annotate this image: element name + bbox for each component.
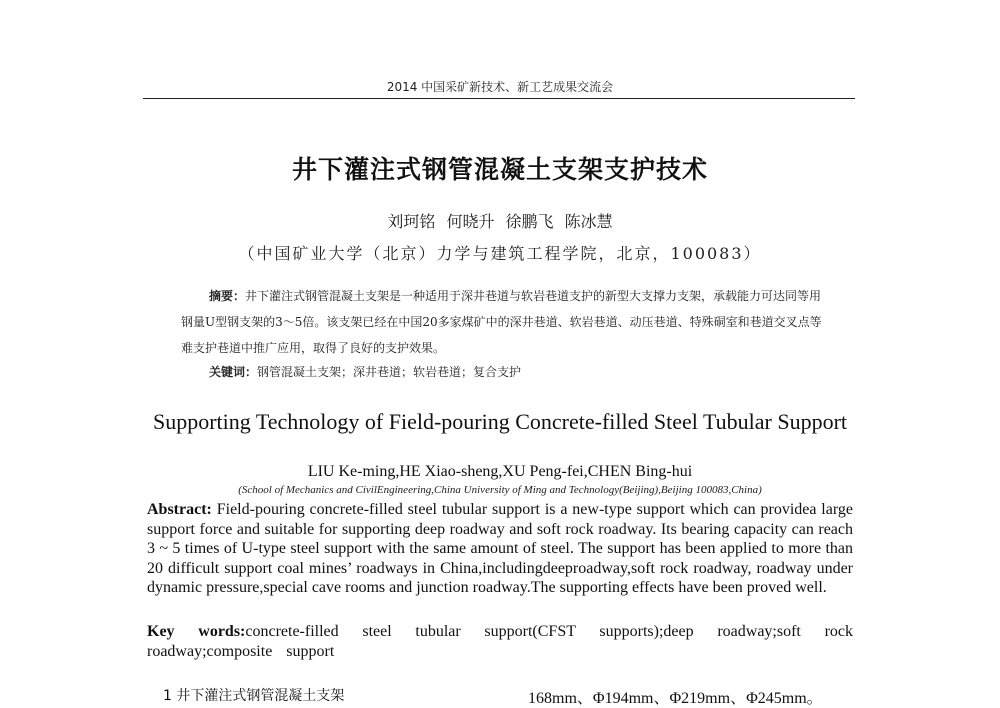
section-heading: 1 井下灌注式钢管混凝土支架 — [163, 688, 345, 704]
english-authors: LIU Ke-ming,HE Xiao-sheng,XU Peng-fei,CHEN Bing-hui — [307, 463, 693, 480]
english-abstract — [147, 500, 853, 598]
chinese-abstract-text: 井下灌注式钢管混凝土支架是一种适用于深井巷道与软岩巷道支护的新型大支撑力支架，承载能力可达同等用钢量U型钢支架的3～5倍。该支架已经在中国20多家煤矿中的深井巷道、软岩巷道、动压巷道、特殊硐室和巷道交叉点等难支护巷道中推广应用，取得了良好的支护效果。 — [181, 289, 822, 355]
running-header: 2014 中国采矿新技术、新工艺成果交流会 — [386, 80, 614, 94]
chinese-authors: 刘珂铭 何晓升 徐鹏飞 陈冰慧 — [387, 212, 613, 231]
chinese-abstract-label: 摘要： — [209, 289, 246, 303]
chinese-abstract — [181, 283, 831, 361]
right-column-text: 168mm、Φ194mm、Φ219mm、Φ245mm。 — [528, 690, 823, 707]
chinese-keywords-text: 钢管混凝土支架；深井巷道；软岩巷道；复合支护 — [257, 365, 522, 379]
english-keywords — [147, 622, 853, 661]
english-keywords-label: Key words: — [147, 623, 246, 640]
english-affiliation: (School of Mechanics and CivilEngineering,China University of Ming and Technology(Beijing),Beijing 100083,China) — [238, 484, 762, 496]
chinese-affiliation: （中国矿业大学（北京）力学与建筑工程学院，北京，100083） — [238, 244, 762, 263]
english-title: Supporting Technology of Field-pouring Concrete-filled Steel Tubular Support — [152, 409, 848, 434]
header-rule — [143, 98, 855, 99]
english-keywords-text: concrete-filled steel tubular support(CFST supports);deep roadway;soft rock roadway;composite support — [147, 623, 854, 660]
english-abstract-text: Field-pouring concrete-filled steel tubular support is a new-type support which can providea large support force and suitable for supporting deep roadway and soft rock roadway. Its bearing capacity can reach 3 ~ 5 times of U-type steel support with the same amount of steel. The support has been applied to more than 20 difficult support coal mines’ roadways in China,includingdeeproadway,soft rock roadway, roadway under dynamic pressure,special cave rooms and junction roadway.The supporting effects have been proved well. — [147, 501, 853, 596]
chinese-title: 井下灌注式钢管混凝土支架支护技术 — [291, 155, 708, 184]
chinese-keywords — [209, 363, 829, 380]
chinese-keywords-label: 关键词： — [209, 365, 258, 379]
english-abstract-label: Abstract: — [147, 501, 212, 518]
